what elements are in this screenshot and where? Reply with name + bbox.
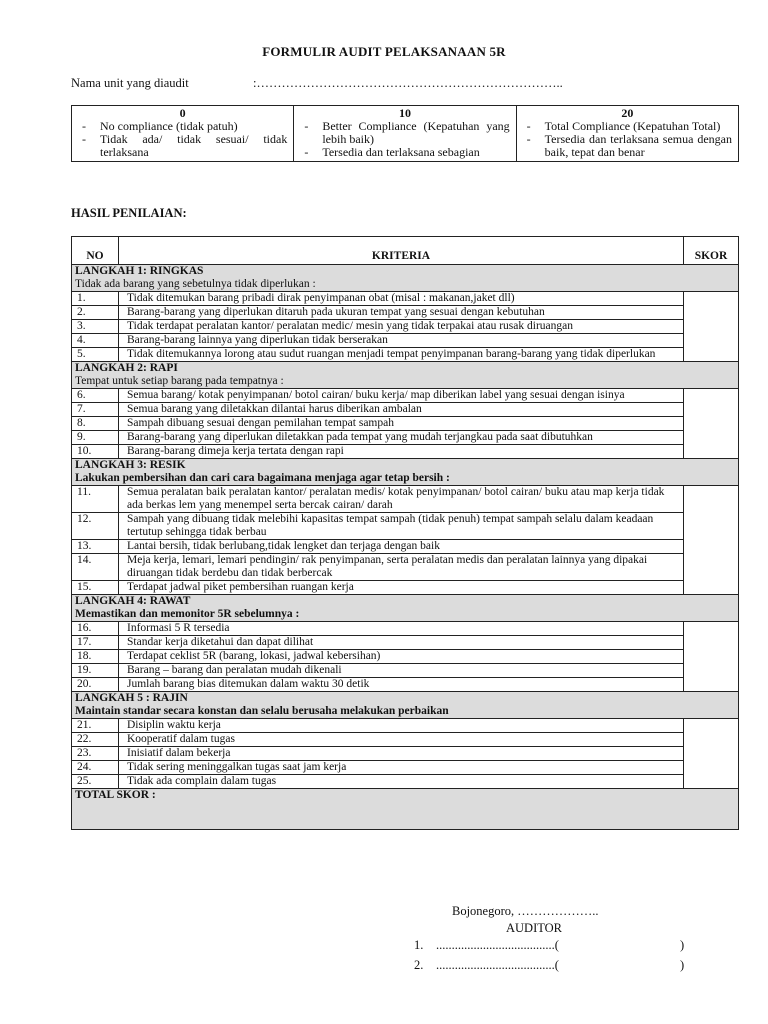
- form-title: FORMULIR AUDIT PELAKSANAAN 5R: [262, 44, 506, 59]
- criteria-row: [72, 554, 739, 581]
- section-title: LANGKAH 5 : RAJIN: [75, 692, 188, 704]
- criteria-row: [72, 664, 739, 678]
- criteria-text: Barang-barang lainnya yang diperlukan tidak berserakan: [119, 334, 684, 348]
- section-cell: [72, 265, 739, 292]
- criteria-number: 25.: [72, 775, 119, 789]
- criteria-row: [72, 622, 739, 636]
- criteria-number: 15.: [72, 581, 119, 595]
- legend-item: - Tersedia dan terlaksana semua dengan baik, tepat dan benar: [523, 133, 732, 159]
- unit-row: [71, 76, 563, 91]
- criteria-row: [72, 775, 739, 789]
- criteria-number: 8.: [72, 417, 119, 431]
- criteria-text: Tidak ditemukan barang pribadi dirak penyimpanan obat (misal : makanan,jaket dll): [119, 292, 684, 306]
- score-legend-table: [71, 105, 739, 162]
- legend-score: 20: [621, 106, 634, 120]
- criteria-number: 9.: [72, 431, 119, 445]
- criteria-row: [72, 389, 739, 403]
- criteria-text: Inisiatif dalam bekerja: [119, 747, 684, 761]
- criteria-row: [72, 486, 739, 513]
- criteria-text: Barang-barang yang diperlukan ditaruh pada ukuran tempat yang sesuai dengan kebutuhan: [119, 306, 684, 320]
- legend-item: - Better Compliance (Kepatuhan yang lebih baik): [300, 120, 509, 146]
- header-kriteria: KRITERIA: [119, 237, 684, 265]
- section-cell: [72, 692, 739, 719]
- criteria-row: [72, 513, 739, 540]
- auditor-line-close: ): [680, 938, 685, 952]
- criteria-text: Meja kerja, lemari, lemari pendingin/ rak penyimpanan, serta peralatan medis dan peralatan lainnya yang dipakai diruangan tidak berdebu dan tidak berbercak: [119, 554, 684, 581]
- section-title: LANGKAH 1: RINGKAS: [75, 265, 204, 277]
- criteria-number: 22.: [72, 733, 119, 747]
- legend-item: - Total Compliance (Kepatuhan Total): [523, 120, 732, 133]
- section-heading-hasil: HASIL PENILAIAN:: [71, 206, 187, 220]
- criteria-number: 14.: [72, 554, 119, 581]
- section-cell: [72, 459, 739, 486]
- assessment-table: [71, 236, 739, 830]
- criteria-text: Tidak ditemukannya lorong atau sudut ruangan menjadi tempat penyimpanan barang-barang yang tidak diperlukan: [119, 348, 684, 362]
- auditor-line-dots: ......................................(: [436, 938, 559, 952]
- criteria-row: [72, 636, 739, 650]
- legend-score: 10: [398, 106, 411, 120]
- criteria-row: [72, 650, 739, 664]
- legend-item: - Tidak ada/ tidak sesuai/ tidak terlaksana: [78, 133, 287, 159]
- criteria-text: Tidak sering meninggalkan tugas saat jam kerja: [119, 761, 684, 775]
- criteria-row: [72, 306, 739, 320]
- criteria-number: 10.: [72, 445, 119, 459]
- criteria-text: Semua peralatan baik peralatan kantor/ peralatan medis/ kotak penyimpanan/ botol cairan/ buku atau map kerja tidak ada berkas lem yang menempel serta bercak cairan/ darah: [119, 486, 684, 513]
- criteria-number: 19.: [72, 664, 119, 678]
- criteria-row: [72, 403, 739, 417]
- section-subtitle: Memastikan dan memonitor 5R sebelumnya :: [75, 608, 300, 620]
- criteria-row: [72, 678, 739, 692]
- criteria-text: Kooperatif dalam tugas: [119, 733, 684, 747]
- section-title: LANGKAH 2: RAPI: [75, 362, 178, 374]
- criteria-text: Terdapat jadwal piket pembersihan ruangan kerja: [119, 581, 684, 595]
- section-row: [72, 265, 739, 292]
- criteria-row: [72, 733, 739, 747]
- criteria-text: Terdapat ceklist 5R (barang, lokasi, jadwal kebersihan): [119, 650, 684, 664]
- table-header-row: [72, 237, 739, 265]
- criteria-row: [72, 719, 739, 733]
- criteria-text: Tidak terdapat peralatan kantor/ peralatan medic/ mesin yang tidak terpakai atau rusak diruangan: [119, 320, 684, 334]
- criteria-number: 6.: [72, 389, 119, 403]
- criteria-text: Sampah yang dibuang tidak melebihi kapasitas tempat sampah (tidak penuh) tempat sampah selalu dalam keadaan tertutup sehingga tidak berbau: [119, 513, 684, 540]
- section-subtitle: Tempat untuk setiap barang pada tempatnya :: [75, 375, 284, 387]
- place-date: Bojonegoro, ………………..: [452, 904, 599, 918]
- unit-value-field[interactable]: :………………………………………………………………..: [253, 76, 563, 90]
- auditor-line-number: 1.: [414, 938, 424, 952]
- criteria-number: 23.: [72, 747, 119, 761]
- criteria-number: 21.: [72, 719, 119, 733]
- criteria-number: 5.: [72, 348, 119, 362]
- criteria-number: 20.: [72, 678, 119, 692]
- criteria-text: Lantai bersih, tidak berlubang,tidak lengket dan terjaga dengan baik: [119, 540, 684, 554]
- criteria-number: 4.: [72, 334, 119, 348]
- criteria-number: 1.: [72, 292, 119, 306]
- legend-score: 0: [179, 106, 186, 120]
- section-cell: [72, 595, 739, 622]
- section-subtitle: Maintain standar secara konstan dan selalu berusaha melakukan perbaikan: [75, 705, 449, 717]
- criteria-number: 2.: [72, 306, 119, 320]
- criteria-text: Barang-barang dimeja kerja tertata dengan rapi: [119, 445, 684, 459]
- criteria-number: 24.: [72, 761, 119, 775]
- criteria-row: [72, 747, 739, 761]
- criteria-number: 13.: [72, 540, 119, 554]
- section-row: [72, 362, 739, 389]
- section-row: [72, 595, 739, 622]
- criteria-number: 12.: [72, 513, 119, 540]
- criteria-text: Disiplin waktu kerja: [119, 719, 684, 733]
- total-row: [72, 789, 739, 830]
- criteria-text: Semua barang yang diletakkan dilantai harus diberikan ambalan: [119, 403, 684, 417]
- criteria-row: [72, 581, 739, 595]
- criteria-row: [72, 348, 739, 362]
- criteria-text: Sampah dibuang sesuai dengan pemilahan tempat sampah: [119, 417, 684, 431]
- criteria-number: 3.: [72, 320, 119, 334]
- criteria-text: Jumlah barang bias ditemukan dalam waktu 30 detik: [119, 678, 684, 692]
- criteria-text: Barang – barang dan peralatan mudah dikenali: [119, 664, 684, 678]
- header-skor: SKOR: [684, 237, 739, 265]
- criteria-row: [72, 445, 739, 459]
- section-subtitle: Tidak ada barang yang sebetulnya tidak diperlukan :: [75, 278, 316, 290]
- score-cell[interactable]: [684, 622, 739, 692]
- criteria-row: [72, 761, 739, 775]
- criteria-number: 16.: [72, 622, 119, 636]
- section-cell: [72, 362, 739, 389]
- score-cell[interactable]: [684, 292, 739, 362]
- criteria-number: 18.: [72, 650, 119, 664]
- auditor-label: AUDITOR: [506, 921, 563, 935]
- legend-col-20: [516, 106, 738, 162]
- section-title: LANGKAH 4: RAWAT: [75, 595, 191, 607]
- criteria-row: [72, 334, 739, 348]
- section-row: [72, 692, 739, 719]
- criteria-row: [72, 417, 739, 431]
- auditor-line-1[interactable]: [414, 938, 685, 953]
- legend-item: - No compliance (tidak patuh): [78, 120, 287, 133]
- score-cell[interactable]: [684, 389, 739, 459]
- score-cell[interactable]: [684, 719, 739, 789]
- criteria-row: [72, 431, 739, 445]
- section-title: LANGKAH 3: RESIK: [75, 459, 186, 471]
- unit-label: Nama unit yang diaudit: [71, 76, 189, 90]
- criteria-text: Tidak ada complain dalam tugas: [119, 775, 684, 789]
- legend-col-10: [294, 106, 516, 162]
- auditor-line-dots: ......................................(: [436, 958, 559, 972]
- section-row: [72, 459, 739, 486]
- auditor-line-close: ): [680, 958, 685, 972]
- header-no: NO: [72, 237, 119, 265]
- criteria-text: Informasi 5 R tersedia: [119, 622, 684, 636]
- criteria-text: Semua barang/ kotak penyimpanan/ botol cairan/ buku kerja/ map diberikan label yang sesuai dengan isinya: [119, 389, 684, 403]
- section-subtitle: Lakukan pembersihan dan cari cara bagaimana menjaga agar tetap bersih :: [75, 472, 450, 484]
- legend-col-0: [72, 106, 294, 162]
- criteria-number: 11.: [72, 486, 119, 513]
- auditor-line-number: 2.: [414, 958, 424, 972]
- criteria-number: 17.: [72, 636, 119, 650]
- criteria-row: [72, 540, 739, 554]
- score-cell[interactable]: [684, 486, 739, 595]
- criteria-row: [72, 320, 739, 334]
- criteria-text: Barang-barang yang diperlukan diletakkan pada tempat yang mudah terjangkau pada saat dibutuhkan: [119, 431, 684, 445]
- total-score-label[interactable]: TOTAL SKOR :: [72, 789, 739, 830]
- legend-item: - Tersedia dan terlaksana sebagian: [300, 146, 509, 159]
- criteria-text: Standar kerja diketahui dan dapat dilihat: [119, 636, 684, 650]
- criteria-number: 7.: [72, 403, 119, 417]
- criteria-row: [72, 292, 739, 306]
- auditor-line-2[interactable]: [414, 958, 685, 973]
